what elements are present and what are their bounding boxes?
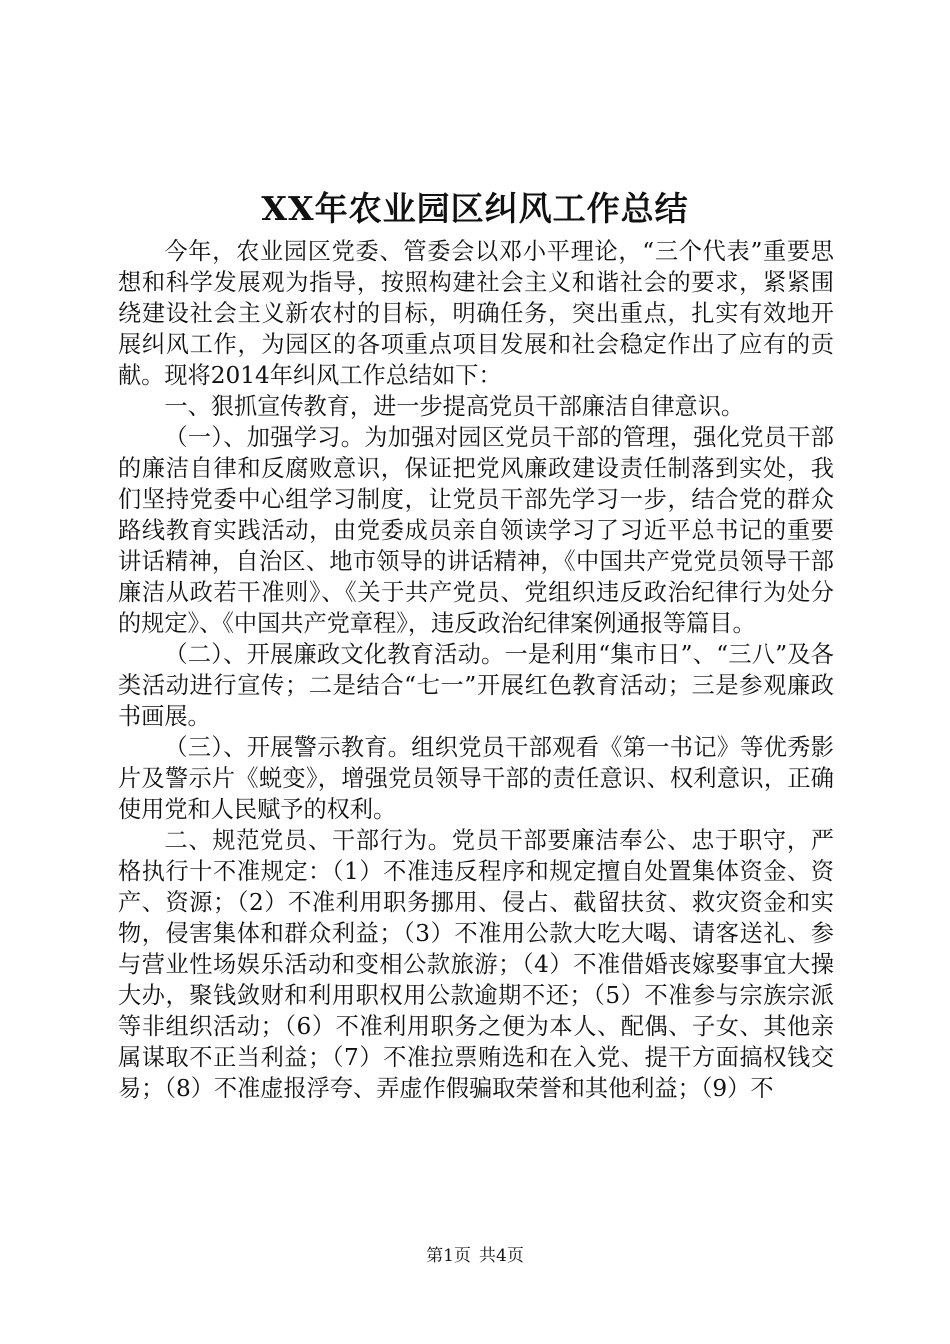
paragraph-intro: 今年，农业园区党委、管委会以邓小平理论，“三个代表”重要思想和科学发展观为指导，按照构建社会主义和谐社会的要求，紧紧围绕建设社会主义新农村的目标，明确任务，突出重点，扎实有效地开展纠风工作，为园区的各项重点项目发展和社会稳定作出了应有的贡献。现将2014年纠风工作总结如下： <box>118 238 834 389</box>
paragraph-item-2: （二）、开展廉政文化教育活动。一是利用“集市日”、“三八”及各类活动进行宣传；二是结合“七一”开展红色教育活动；三是参观廉政书画展。 <box>118 641 834 730</box>
page-number-total: 共4页 <box>479 1246 524 1266</box>
paragraph-section-2: 二、规范党员、干部行为。党员干部要廉洁奉公、忠于职守，严格执行十不准规定：（1）不准违反程序和规定擅自处置集体资金、资产、资源；（2）不准利用职务挪用、侵占、截留扶贫、救灾资金和实物，侵害集体和群众利益；（3）不准用公款大吃大喝、请客送礼、参与营业性场娱乐活动和变相公款旅游；（4）不准借婚丧嫁娶事宜大操大办，聚钱敛财和利用职权用公款逾期不还；（5）不准参与宗族宗派等非组织活动；（6）不准利用职务之便为本人、配偶、子女、其他亲属谋取不正当利益；（7）不准拉票贿选和在入党、提干方面搞权钱交易；（8）不准虚报浮夸、弄虚作假骗取荣誉和其他利益；（9）不 <box>118 827 834 1102</box>
paragraph-item-1: （一）、加强学习。为加强对园区党员干部的管理，强化党员干部的廉洁自律和反腐败意识，保证把党风廉政建设责任制落到实处，我们坚持党委中心组学习制度，让党员干部先学习一步，结合党的群众路线教育实践活动，由党委成员亲自领读学习了习近平总书记的重要讲话精神，自治区、地市领导的讲话精神，《中国共产党党员领导干部廉洁从政若干准则》、《关于共产党员、党组织违反政治纪律行为处分的规定》、《中国共产党章程》，违反政治纪律案例通报等篇目。 <box>118 424 834 637</box>
page-footer <box>0 1244 950 1268</box>
document-title: XX年农业园区纠风工作总结 <box>261 189 689 228</box>
page-number-current: 第1页 <box>426 1246 471 1266</box>
paragraph-section-1-heading: 一、狠抓宣传教育，进一步提高党员干部廉洁自律意识。 <box>164 393 745 420</box>
document-body <box>118 236 834 1104</box>
paragraph-item-3: （三）、开展警示教育。组织党员干部观看《第一书记》等优秀影片及警示片《蜕变》，增强党员领导干部的责任意识、权利意识，正确使用党和人民赋予的权利。 <box>118 734 834 823</box>
